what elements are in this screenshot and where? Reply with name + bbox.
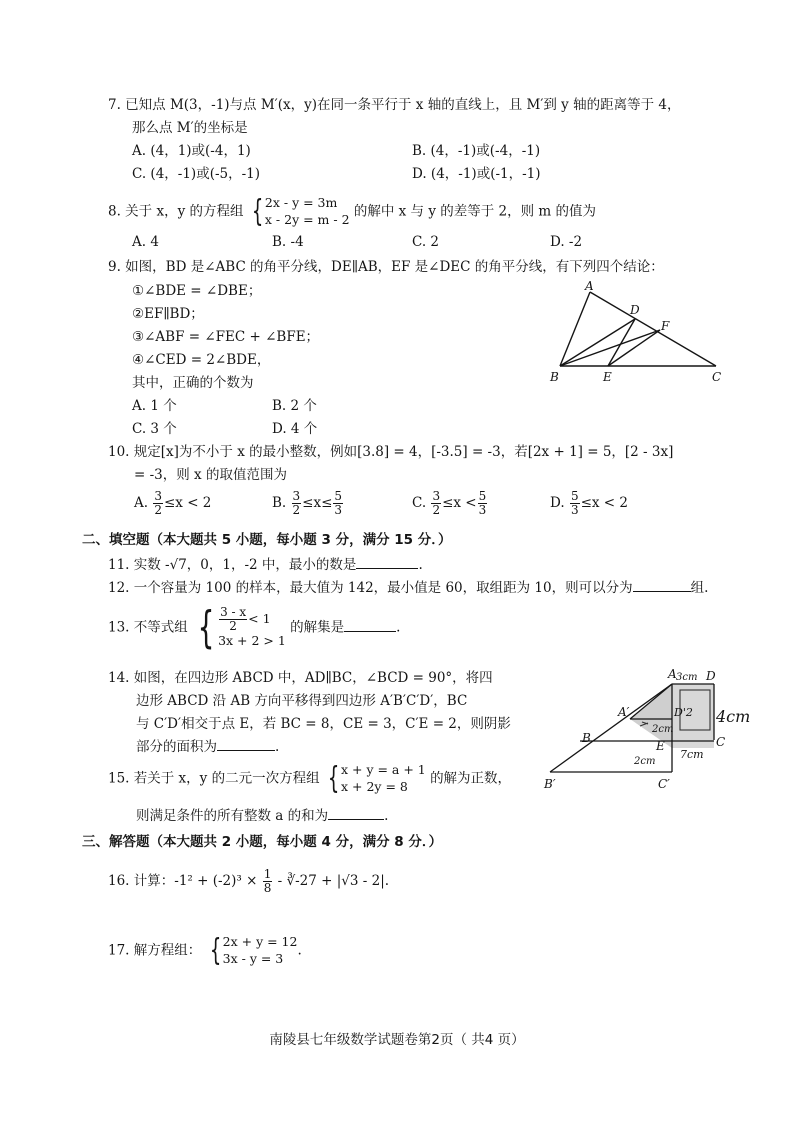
note-3cm: 3cm xyxy=(676,672,698,683)
q9-option-c: C. 3 个 xyxy=(132,421,177,437)
q13: 13. 不等式组 { $\frac{3 - x}{2}$ < 1 3x + 2 > 1 的解集是 . xyxy=(108,602,401,654)
q7-option-b: B. (4，-1)或(-4，-1) xyxy=(412,143,541,159)
q8-option-b: B. -4 xyxy=(272,234,304,250)
q7-option-a: A. (4，1)或(-4，1) xyxy=(132,143,251,159)
label-a-top: A xyxy=(668,667,677,681)
q9-triangle-figure xyxy=(540,280,740,388)
segment-ef xyxy=(608,330,660,366)
q8-eq1: 2x - y = 3m xyxy=(264,195,338,210)
q8-post: 的解中 x 与 y 的差等于 2，则 m 的值为 xyxy=(353,203,596,220)
note-7cm: 7cm xyxy=(680,748,704,761)
q8-pre: 8. 关于 x，y 的方程组 xyxy=(108,203,244,220)
q10-option-d: D. $\frac{5}{3}$ ≤x < 2 xyxy=(550,489,628,518)
q9-statement-1: ①∠BDE = ∠DBE； xyxy=(132,283,262,299)
label-c: C xyxy=(712,370,722,384)
q7-option-d: D. (4，-1)或(-1，-1) xyxy=(412,166,541,182)
q7-option-c: C. (4，-1)或(-5，-1) xyxy=(132,166,261,182)
q9-question: 其中，正确的个数为 xyxy=(132,375,254,391)
q8-option-d: D. -2 xyxy=(550,234,583,250)
note-2cm-b: 2cm xyxy=(634,756,656,767)
label-d: D xyxy=(706,669,716,683)
q17-system: { 2x + y = 12 3x - y = 3 xyxy=(209,932,298,968)
q7-stem: 7. 已知点 M(3，-1)与点 M′(x，y)在同一条平行于 x 轴的直线上，且 M′到 y 轴的距离等于 4， xyxy=(108,97,681,113)
segment-ac xyxy=(590,292,716,366)
label-e: E xyxy=(656,739,665,753)
segment-ab xyxy=(560,292,590,366)
q8-option-a: A. 4 xyxy=(132,234,159,250)
note-4cm: 4cm xyxy=(716,707,751,726)
label-d: D xyxy=(630,303,640,317)
label-b-prime: B′ xyxy=(544,777,556,791)
section-solve-heading: 三、解答题（本大题共 2 小题，每小题 4 分，满分 8 分．） xyxy=(82,834,443,850)
q8-stem xyxy=(108,195,596,229)
q15-stem: 15. 若关于 x，y 的二元一次方程组 { x + y = a + 1 x + 2y = 8 的解为正数， xyxy=(108,760,512,796)
q13-system: { $\frac{3 - x}{2}$ < 1 3x + 2 > 1 xyxy=(197,602,286,654)
page-footer: 南陵县七年级数学试题卷第2页（ 共4 页） xyxy=(269,1032,525,1048)
label-c-prime: C′ xyxy=(658,777,670,791)
q14-stem-2: 边形 ABCD 沿 AB 方向平移得到四边形 A′B′C′D′，BC xyxy=(136,693,468,709)
note-2cm: 2cm xyxy=(652,724,674,735)
label-f: F xyxy=(661,319,670,333)
q7-stem-2: 那么点 M′的坐标是 xyxy=(132,120,248,136)
q8-option-c: C. 2 xyxy=(412,234,440,250)
q14-stem-3: 与 C′D′相交于点 E，若 BC = 8，CE = 3，C′E = 2，则阴影 xyxy=(136,716,511,732)
note-d2: D'2 xyxy=(674,706,693,719)
q9-option-d: D. 4 个 xyxy=(272,421,318,437)
q10-stem: 10. 规定[x]为不小于 x 的最小整数，例如[3.8] = 4，[-3.5] = -3，若[2x + 1] = 5，[2 - 3x] xyxy=(108,444,674,460)
q9-option-b: B. 2 个 xyxy=(272,398,317,414)
q10-stem-2: = -3，则 x 的取值范围为 xyxy=(134,467,287,483)
label-a-prime: A′ xyxy=(618,705,630,719)
q9-option-a: A. 1 个 xyxy=(132,398,177,414)
section-fill-in-heading: 二、填空题（本大题共 5 小题，每小题 3 分，满分 15 分．） xyxy=(82,532,452,548)
q9-statement-4: ④∠CED = 2∠BDE， xyxy=(132,352,271,368)
q16: 16. 计算：-1² + (-2)³ × $\frac{1}{8}$ - ∛-27 + |√3 - 2|. xyxy=(108,867,390,896)
q8-system: { 2x - y = 3m x - 2y = m - 2 xyxy=(251,193,350,229)
q14-stem-1: 14. 如图，在四边形 ABCD 中，AD∥BC，∠BCD = 90°，将四 xyxy=(108,670,493,686)
label-a: A xyxy=(585,280,594,293)
q10-option-a: A. $\frac{3}{2}$ ≤x < 2 xyxy=(134,489,212,518)
q15-stem-2: 则满足条件的所有整数 a 的和为 . xyxy=(136,808,389,824)
label-c: C xyxy=(716,735,726,749)
label-b: B xyxy=(582,731,591,745)
q9-statement-3: ③∠ABF = ∠FEC + ∠BFE； xyxy=(132,329,320,345)
q14-trapezoid-figure xyxy=(540,664,760,792)
q9-stem: 9. 如图，BD 是∠ABC 的角平分线，DE∥AB，EF 是∠DEC 的角平分线，有下列四个结论： xyxy=(108,259,664,275)
q11: 11. 实数 -√7，0，1，-2 中，最小的数是 . xyxy=(108,557,423,573)
q15-system: { x + y = a + 1 x + 2y = 8 xyxy=(327,760,426,796)
segment-de xyxy=(608,319,635,366)
label-e: E xyxy=(603,370,612,384)
q10-option-c: C. $\frac{3}{2}$ ≤x < $\frac{5}{3}$ xyxy=(412,489,487,518)
q14-stem-4: 部分的面积为 . xyxy=(136,739,280,755)
label-b: B xyxy=(550,370,559,384)
q12: 12. 一个容量为 100 的样本，最大值为 142，最小值是 60，取组距为 10，则可以分为 组. xyxy=(108,580,709,596)
q8-eq2: x - 2y = m - 2 xyxy=(264,211,350,227)
shaded-triangle xyxy=(630,684,672,748)
q10-option-b: B. $\frac{3}{2}$ ≤x≤ $\frac{5}{3}$ xyxy=(272,489,343,518)
q17: 17. 解方程组： { 2x + y = 12 3x - y = 3 . xyxy=(108,932,302,968)
q9-statement-2: ②EF∥BD； xyxy=(132,306,204,322)
